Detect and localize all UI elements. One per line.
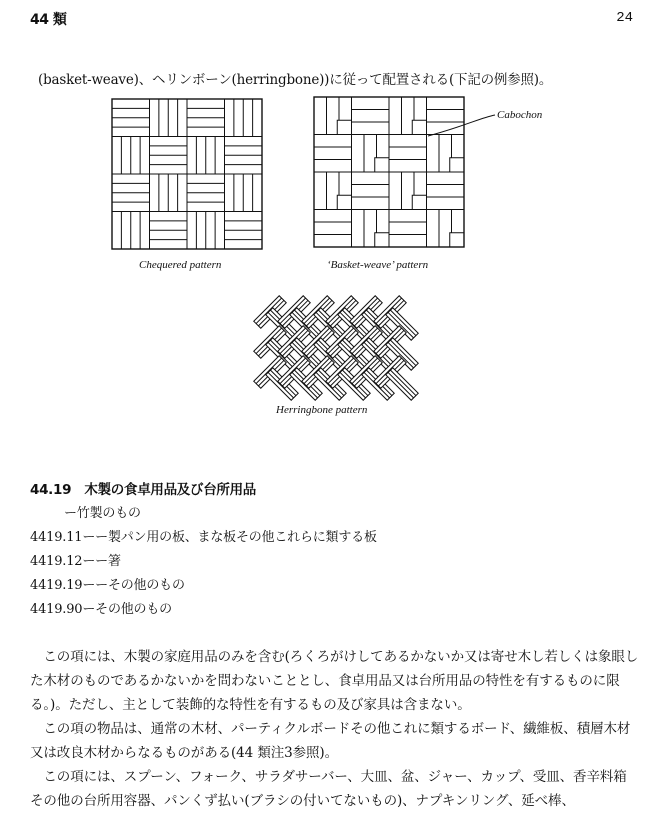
cabochon-leader-line — [420, 110, 500, 140]
herringbone-caption: Herringbone pattern — [276, 404, 368, 416]
cabochon-square — [412, 195, 426, 209]
cabochon-square — [337, 195, 351, 209]
cabochon-label: Cabochon — [497, 109, 543, 121]
page-number: 24 — [616, 10, 633, 26]
subheading-4419-11: 4419.11ーー製パン用の板、まな板その他これらに類する板 — [30, 530, 377, 545]
pattern-tile — [427, 172, 465, 210]
chapter-label: 44 類 — [30, 12, 67, 28]
pattern-tile — [389, 210, 427, 248]
subheading-4419-90: 4419.90ーその他のもの — [30, 602, 172, 617]
paragraph-scope: この項には、木製の家庭用品のみを含む(ろくろがけしてあるかないか又は寄せ木し若しくは象眼した木材のものであるかないかを問わないこととし、食卓用品又は台所用品の特性を有するものに限る。)。ただし、主として装飾的な特性を有するもの及び家具は含まない。 — [30, 649, 639, 713]
pattern-tile — [389, 135, 427, 173]
subheading-bamboo: ー竹製のもの — [64, 506, 141, 521]
pattern-tile — [314, 210, 352, 248]
subheading-4419-12: 4419.12ーー箸 — [30, 554, 121, 569]
chequered-pattern-figure — [112, 99, 262, 249]
section-heading: 44.19 木製の食卓用品及び台所用品 — [30, 482, 257, 498]
subheading-4419-19: 4419.19ーーその他のもの — [30, 578, 185, 593]
intro-line: (basket-weave)、ヘリンボーン(herringbone))に従って配置される(下記の例参照)。 — [38, 72, 553, 88]
pattern-tile — [314, 135, 352, 173]
paragraph-materials: この項の物品は、通常の木材、パーティクルボードその他これに類するボード、繊維板、積層木材又は改良木材からなるものがある(44 類注3参照)。 — [30, 721, 631, 761]
pattern-tile — [352, 97, 390, 135]
cabochon-square — [337, 120, 351, 134]
pattern-tile — [352, 172, 390, 210]
paragraph-examples: この項には、スプーン、フォーク、サラダサーバー、大皿、盆、ジャー、カップ、受皿、香辛料箱その他の台所用容器、パンくず払い(ブラシの付いてないもの)、ナプキンリング、延べ棒、 — [30, 769, 627, 809]
basket-weave-caption: ‘Basket-weave’ pattern — [327, 259, 429, 271]
cabochon-square — [450, 233, 464, 247]
chequered-caption: Chequered pattern — [139, 259, 222, 271]
herringbone-pattern-figure — [252, 290, 412, 400]
cabochon-square — [375, 233, 389, 247]
cabochon-square — [450, 158, 464, 172]
cabochon-square — [375, 158, 389, 172]
